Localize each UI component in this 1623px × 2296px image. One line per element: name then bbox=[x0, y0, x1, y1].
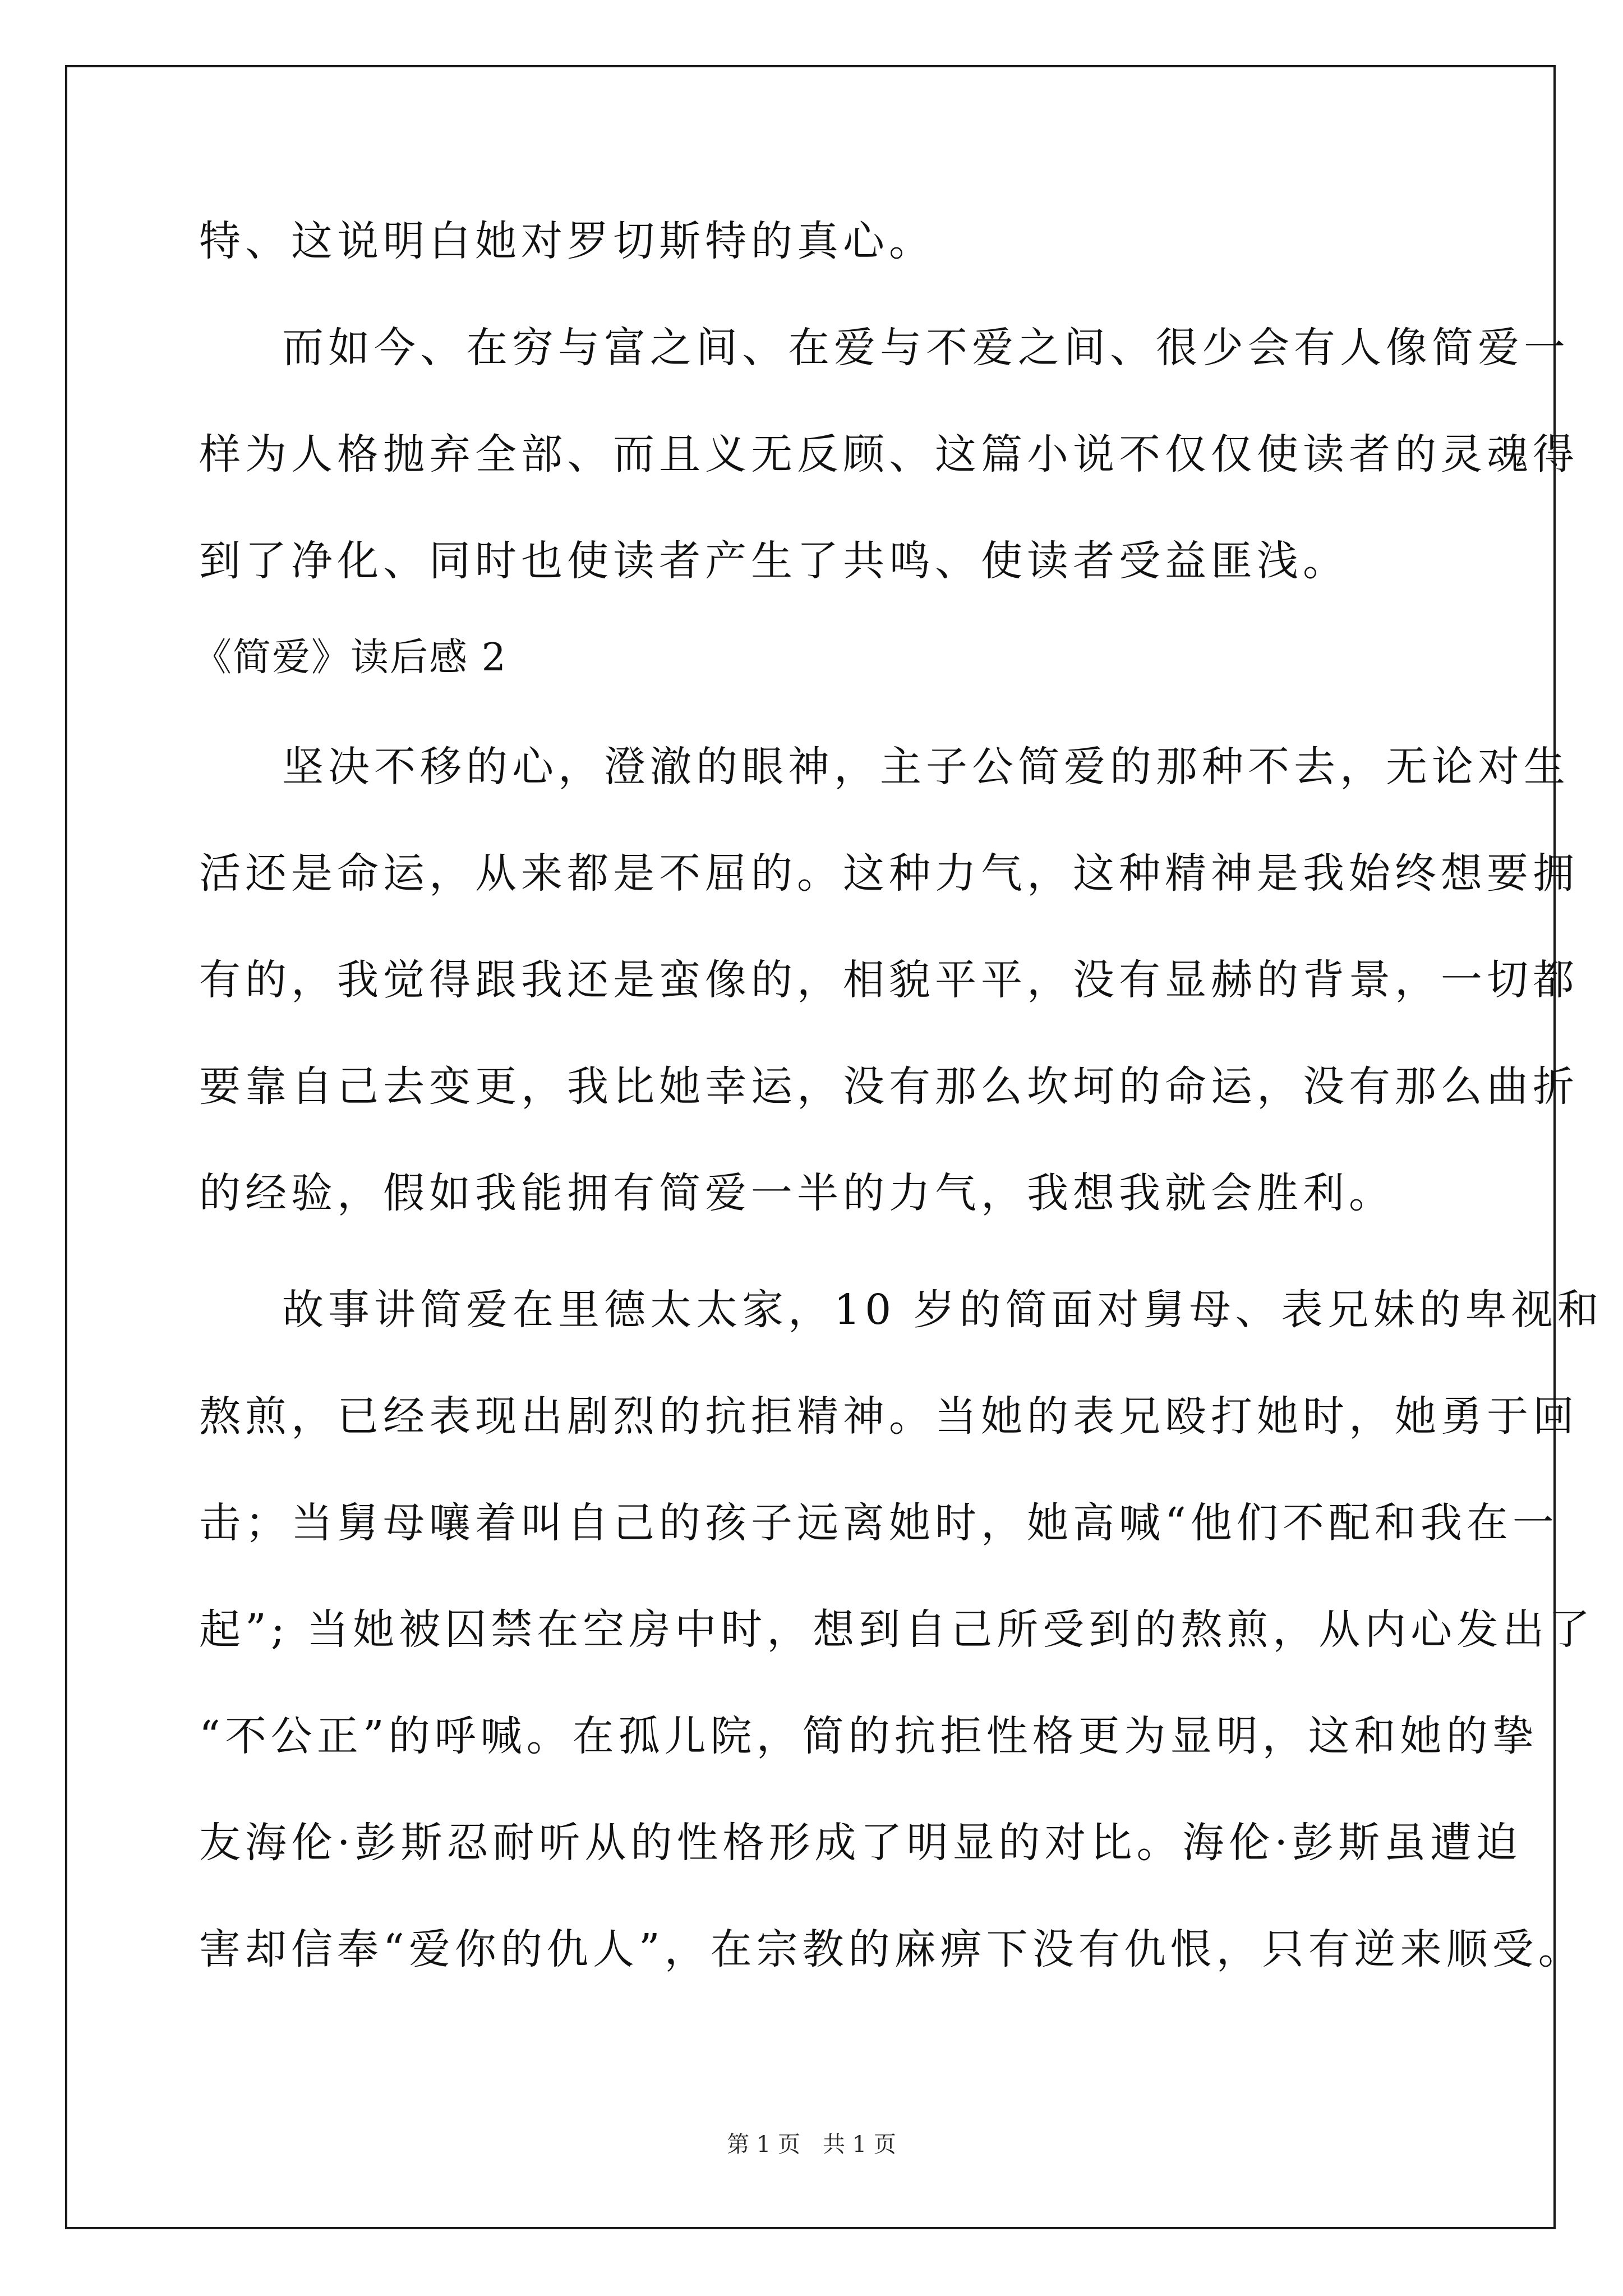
text-line: 友海伦·彭斯忍耐听从的性格形成了明显的对比。海伦·彭斯虽遭迫 bbox=[199, 1819, 1523, 1867]
text-line: 坚决不移的心，澄澈的眼神，主子公简爱的那种不去，无论对生 bbox=[282, 743, 1570, 791]
text-line: 有的，我觉得跟我还是蛮像的，相貌平平，没有显赫的背景，一切都 bbox=[199, 956, 1579, 1004]
text-line: 的经验，假如我能拥有简爱一半的力气，我想我就会胜利。 bbox=[199, 1169, 1395, 1217]
text-line: 而如今、在穷与富之间、在爱与不爱之间、很少会有人像简爱一 bbox=[282, 324, 1570, 372]
section-heading: 《简爱》读后感 2 bbox=[193, 636, 507, 680]
text-line: 故事讲简爱在里德太太家，10 岁的简面对舅母、表兄妹的卑视和 bbox=[282, 1286, 1603, 1334]
text-line: 起”; 当她被囚禁在空房中时，想到自己所受到的熬煎，从内心发出了 bbox=[199, 1605, 1595, 1654]
text-line: 样为人格抛弃全部、而且义无反顾、这篇小说不仅仅使读者的灵魂得 bbox=[199, 430, 1579, 478]
text-line: 击；当舅母嚷着叫自己的孩子远离她时，她高喊“他们不配和我在一 bbox=[199, 1499, 1559, 1547]
text-line: 特、这说明白她对罗切斯特的真心。 bbox=[199, 217, 935, 265]
page-border bbox=[65, 65, 1556, 2229]
text-line: 熬煎，已经表现出剧烈的抗拒精神。当她的表兄殴打她时，她勇于回 bbox=[199, 1392, 1579, 1441]
page-number: 第 1 页 共 1 页 bbox=[727, 2132, 896, 2157]
text-line: “不公正”的呼喊。在孤儿院，简的抗拒性格更为显明，这和她的挚 bbox=[199, 1712, 1538, 1760]
text-line: 要靠自己去变更，我比她幸运，没有那么坎坷的命运，没有那么曲折 bbox=[199, 1062, 1579, 1111]
text-line: 到了净化、同时也使读者产生了共鸣、使读者受益匪浅。 bbox=[199, 537, 1349, 585]
text-line: 活还是命运，从来都是不屈的。这种力气，这种精神是我始终想要拥 bbox=[199, 849, 1579, 898]
text-line: 害却信奉“爱你的仇人”，在宗教的麻痹下没有仇恨，只有逆来顺受。 bbox=[199, 1925, 1584, 1973]
